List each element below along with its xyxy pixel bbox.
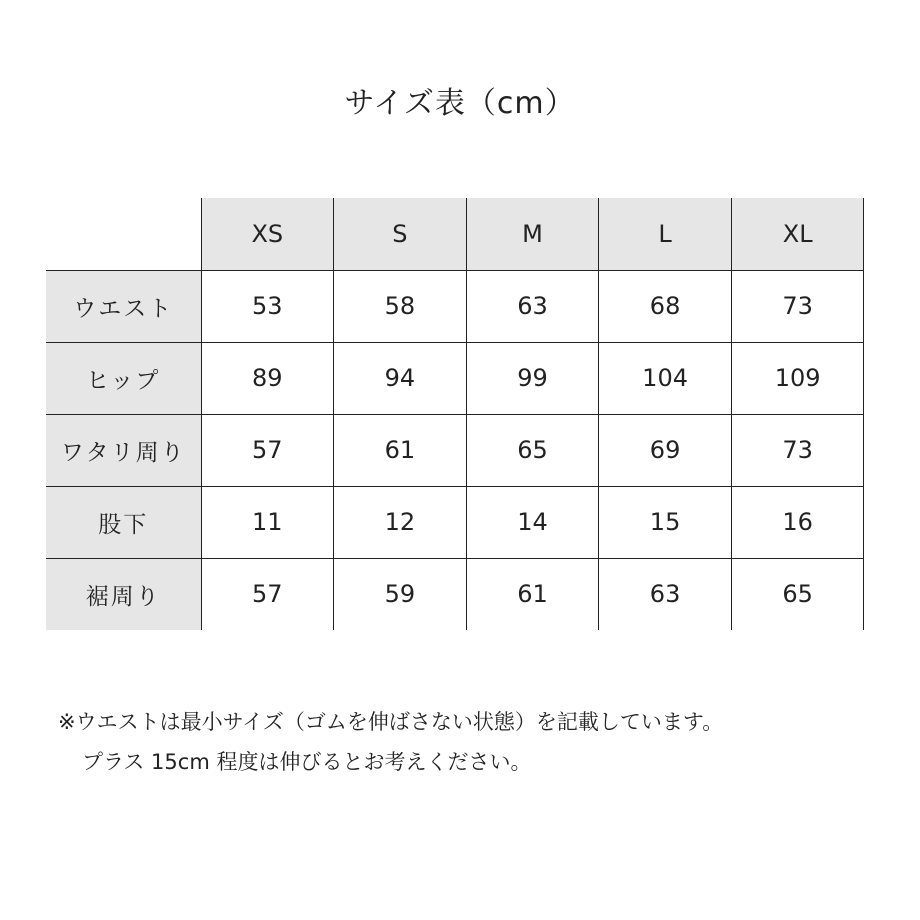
table-header-row — [46, 198, 864, 270]
note-line-2: プラス 15cm 程度は伸びるとお考えください。 — [82, 750, 532, 774]
table-cell: 109 — [731, 342, 864, 414]
table-cell: 59 — [334, 558, 467, 630]
column-header-xs: XS — [201, 198, 334, 270]
note-line-1: ※ウエストは最小サイズ（ゴムを伸ばさない状態）を記載しています。 — [58, 710, 724, 734]
table-cell: 57 — [201, 414, 334, 486]
table-row-hem — [46, 558, 864, 630]
table-cell: 99 — [466, 342, 599, 414]
table-cell: 63 — [599, 558, 732, 630]
table-cell: 16 — [731, 486, 864, 558]
column-header-xl: XL — [731, 198, 864, 270]
size-table — [46, 198, 864, 630]
row-header-hem: 裾周り — [46, 558, 201, 630]
table-cell: 104 — [599, 342, 732, 414]
table-cell: 57 — [201, 558, 334, 630]
table-cell: 89 — [201, 342, 334, 414]
size-note — [58, 702, 723, 782]
table-row-waist — [46, 270, 864, 342]
table-cell: 65 — [466, 414, 599, 486]
table-cell: 68 — [599, 270, 732, 342]
row-header-inseam: 股下 — [46, 486, 201, 558]
table-cell: 11 — [201, 486, 334, 558]
table-cell: 53 — [201, 270, 334, 342]
table-cell: 61 — [334, 414, 467, 486]
row-header-thigh: ワタリ周り — [46, 414, 201, 486]
table-row-hip — [46, 342, 864, 414]
page-title: サイズ表（cm） — [344, 86, 576, 121]
table-cell: 73 — [731, 414, 864, 486]
column-header-m: M — [466, 198, 599, 270]
table-cell: 94 — [334, 342, 467, 414]
table-cell: 12 — [334, 486, 467, 558]
row-header-hip: ヒップ — [46, 342, 201, 414]
table-cell: 14 — [466, 486, 599, 558]
table-cell: 69 — [599, 414, 732, 486]
table-cell: 58 — [334, 270, 467, 342]
table-row-inseam — [46, 486, 864, 558]
table-cell: 63 — [466, 270, 599, 342]
table-corner-cell — [46, 198, 201, 270]
table-cell: 73 — [731, 270, 864, 342]
row-header-waist: ウエスト — [46, 270, 201, 342]
column-header-l: L — [599, 198, 732, 270]
table-cell: 65 — [731, 558, 864, 630]
table-cell: 15 — [599, 486, 732, 558]
table-row-thigh — [46, 414, 864, 486]
table-cell: 61 — [466, 558, 599, 630]
column-header-s: S — [334, 198, 467, 270]
